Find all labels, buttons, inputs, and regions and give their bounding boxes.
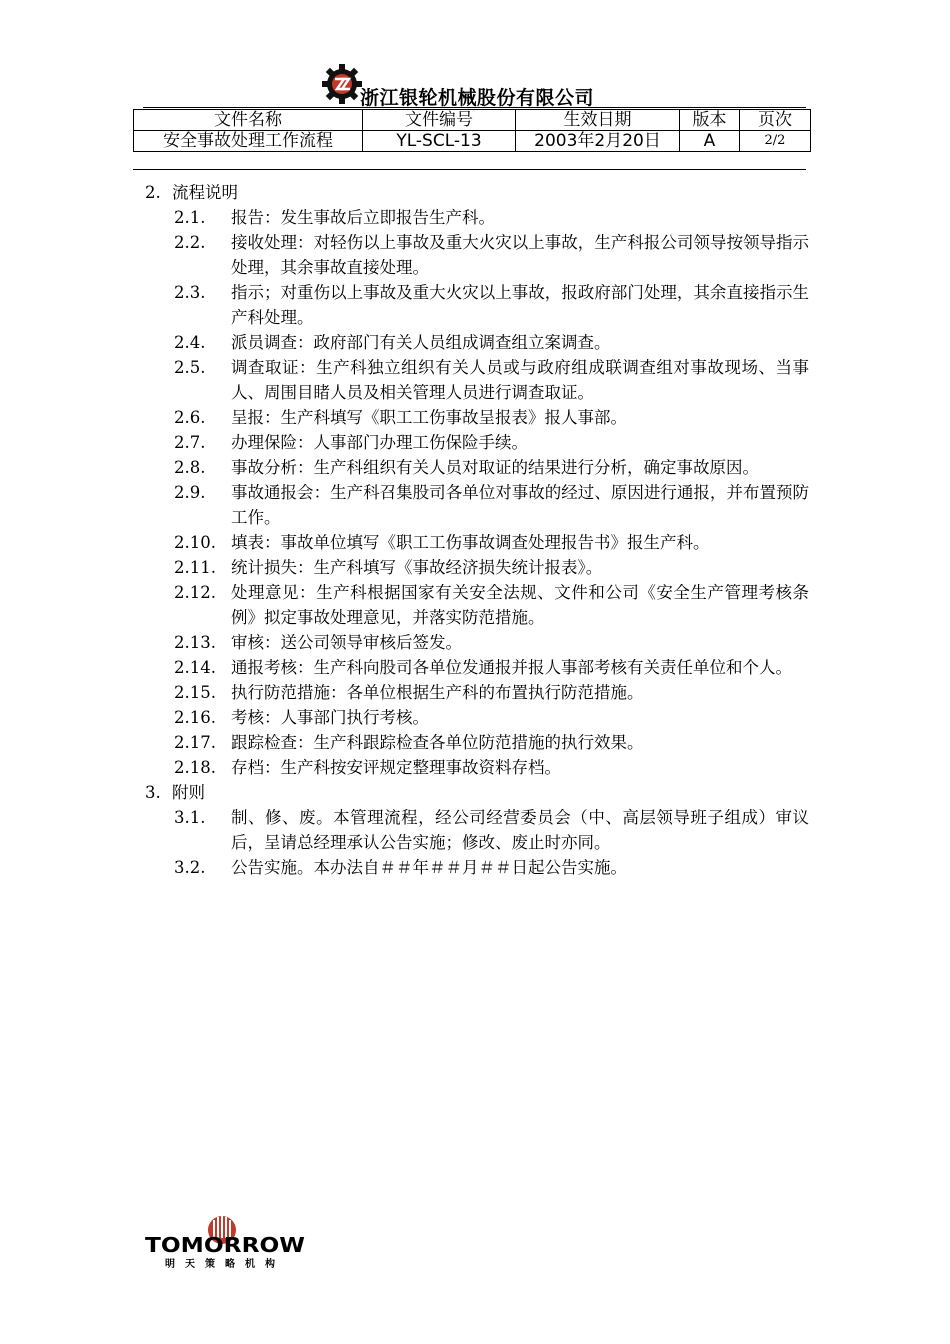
- item-text: 填表：事故单位填写《职工工伤事故调查处理报告书》报生产科。: [231, 533, 710, 552]
- col-page: 页次: [740, 110, 811, 131]
- item-number: 2.12.: [174, 583, 216, 602]
- item-text: 执行防范措施：各单位根据生产科的布置执行防范措施。: [231, 683, 644, 702]
- item-number: 2.16.: [174, 708, 216, 727]
- col-file-number: 文件编号: [363, 110, 516, 131]
- item-number: 2.9.: [174, 483, 206, 502]
- tomorrow-logo: [140, 1210, 310, 1270]
- list-item: [0, 630, 950, 655]
- list-item: [0, 705, 950, 730]
- item-text: 处理意见：生产科根据国家有关安全法规、文件和公司《安全生产管理考核条例》拟定事故处理意见，并落实防范措施。: [231, 583, 809, 627]
- item-text: 跟踪检查：生产科跟踪检查各单位防范措施的执行效果。: [231, 733, 644, 752]
- document-body: [0, 180, 950, 880]
- list-item: [0, 555, 950, 580]
- value-file-number: YL-SCL-13: [363, 131, 516, 152]
- item-text: 审核：送公司领导审核后签发。: [231, 633, 462, 652]
- list-item: [0, 330, 950, 355]
- section-title: 流程说明: [172, 183, 238, 202]
- item-text: 派员调查：政府部门有关人员组成调查组立案调查。: [231, 333, 611, 352]
- item-number: 2.3.: [174, 283, 206, 302]
- item-number: 2.8.: [174, 458, 206, 477]
- list-item: [0, 205, 950, 230]
- col-file-name: 文件名称: [134, 110, 363, 131]
- list-item: [0, 805, 950, 855]
- item-number: 2.6.: [174, 408, 206, 427]
- info-table-value-row: [134, 131, 811, 152]
- item-text: 存档：生产科按安评规定整理事故资料存档。: [231, 758, 561, 777]
- list-item: [0, 530, 950, 555]
- item-number: 2.13.: [174, 633, 216, 652]
- item-number: 2.4.: [174, 333, 206, 352]
- list-item: [0, 430, 950, 455]
- value-file-name: 安全事故处理工作流程: [134, 131, 363, 152]
- item-text: 办理保险：人事部门办理工伤保险手续。: [231, 433, 528, 452]
- list-item: [0, 230, 950, 280]
- item-number: 2.11.: [174, 558, 216, 577]
- value-version: A: [680, 131, 740, 152]
- header-bottom-rule: [133, 169, 806, 170]
- list-item: [0, 680, 950, 705]
- list-item: [0, 755, 950, 780]
- item-text: 公告实施。本办法自＃＃年＃＃月＃＃日起公告实施。: [231, 858, 627, 877]
- list-item: [0, 455, 950, 480]
- item-number: 2.15.: [174, 683, 216, 702]
- item-text: 报告：发生事故后立即报告生产科。: [231, 208, 495, 227]
- section-number: 2.: [145, 183, 161, 202]
- item-number: 3.1.: [174, 808, 206, 827]
- item-text: 事故通报会：生产科召集股司各单位对事故的经过、原因进行通报，并布置预防工作。: [231, 483, 809, 527]
- section-heading: [0, 180, 950, 205]
- value-page: 2/2: [740, 131, 811, 152]
- list-item: [0, 855, 950, 880]
- item-text: 呈报：生产科填写《职工工伤事故呈报表》报人事部。: [231, 408, 627, 427]
- item-number: 3.2.: [174, 858, 206, 877]
- item-text: 调查取证：生产科独立组织有关人员或与政府组成联调查组对事故现场、当事人、周围目睹人员及相关管理人员进行调查取证。: [231, 358, 809, 402]
- item-number: 2.5.: [174, 358, 206, 377]
- item-text: 指示；对重伤以上事故及重大火灾以上事故，报政府部门处理，其余直接指示生产科处理。: [231, 283, 809, 327]
- company-name: 浙江银轮机械股份有限公司: [360, 87, 595, 109]
- list-item: [0, 405, 950, 430]
- section-title: 附则: [172, 783, 205, 802]
- list-item: [0, 480, 950, 530]
- section-number: 3.: [145, 783, 161, 802]
- list-item: [0, 355, 950, 405]
- info-table-header-row: [134, 110, 811, 131]
- item-text: 制、修、废。本管理流程，经公司经营委员会（中、高层领导班子组成）审议后，呈请总经理承认公告实施；修改、废止时亦同。: [231, 808, 809, 852]
- col-version: 版本: [680, 110, 740, 131]
- item-number: 2.2.: [174, 233, 206, 252]
- list-item: [0, 280, 950, 330]
- item-number: 2.10.: [174, 533, 216, 552]
- item-number: 2.14.: [174, 658, 216, 677]
- item-text: 考核：人事部门执行考核。: [231, 708, 429, 727]
- col-effective-date: 生效日期: [516, 110, 680, 131]
- list-item: [0, 655, 950, 680]
- tomorrow-logo-subtitle: 明天策略机构: [165, 1259, 285, 1270]
- item-text: 通报考核：生产科向股司各单位发通报并报人事部考核有关责任单位和个人。: [231, 658, 792, 677]
- item-text: 事故分析：生产科组织有关人员对取证的结果进行分析，确定事故原因。: [231, 458, 759, 477]
- company-logo-icon: [322, 62, 362, 106]
- list-item: [0, 730, 950, 755]
- item-number: 2.7.: [174, 433, 206, 452]
- tomorrow-logo-text: TOMORROW: [145, 1233, 305, 1257]
- header-divider: [143, 107, 806, 108]
- item-number: 2.17.: [174, 733, 216, 752]
- item-text: 接收处理：对轻伤以上事故及重大火灾以上事故，生产科报公司领导按领导指示处理，其余事故直接处理。: [231, 233, 809, 277]
- item-number: 2.1.: [174, 208, 206, 227]
- list-item: [0, 580, 950, 630]
- value-effective-date: 2003年2月20日: [516, 131, 680, 152]
- document-info-table: [133, 109, 811, 152]
- item-number: 2.18.: [174, 758, 216, 777]
- item-text: 统计损失：生产科填写《事故经济损失统计报表》。: [231, 558, 603, 577]
- section-heading: [0, 780, 950, 805]
